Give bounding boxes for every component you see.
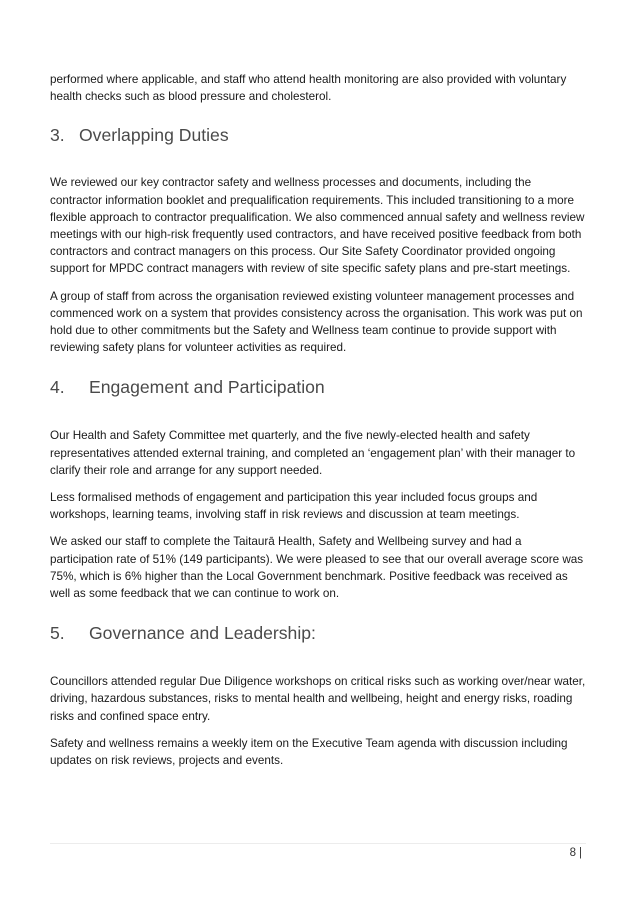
- page-content: [50, 71, 586, 769]
- paragraph: Safety and wellness remains a weekly item on the Executive Team agenda with discussion including updates on risk reviews, projects and events.: [50, 736, 568, 768]
- paragraph: We asked our staff to complete the Taitaurā Health, Safety and Wellbeing survey and had a participation rate of 51% (149 participants). We were pleased to see that our overall average score was 75%, which is 6% higher than the Local Government benchmark. Positive feedback was received as well as some feedback that we can continue to work on.: [50, 535, 584, 601]
- intro-paragraph: performed where applicable, and staff who attend health monitoring are also provided with voluntary health checks such as blood pressure and cholesterol.: [50, 73, 567, 104]
- section-title: Overlapping Duties: [79, 125, 229, 146]
- section-heading-engagement-participation: [50, 376, 586, 398]
- page-number: [570, 847, 582, 859]
- paragraph: Councillors attended regular Due Diligence workshops on critical risks such as working over/near water, driving, hazardous substances, risks to mental health and wellbeing, height and energy risks, roading risks and confined space entry.: [50, 675, 586, 723]
- section-number: 4.: [50, 377, 65, 398]
- page-number-separator: |: [579, 847, 582, 859]
- paragraph: Our Health and Safety Committee met quarterly, and the five newly-elected health and safety representatives attended external training, and completed an ‘engagement plan’ with their manager to clarify their role and arrange for any support needed.: [50, 429, 576, 477]
- section-number: 3.: [50, 125, 65, 146]
- section-number: 5.: [50, 623, 65, 644]
- section-heading-governance-leadership: [50, 622, 586, 644]
- page-number-value: 8: [569, 847, 576, 859]
- paragraph: Less formalised methods of engagement and participation this year included focus groups and workshops, learning teams, involving staff in risk reviews and discussion at team meetings.: [50, 491, 538, 522]
- section-title: Governance and Leadership:: [89, 623, 316, 644]
- paragraph: A group of staff from across the organisation reviewed existing volunteer management processes and commenced work on a system that provides consistency across the organisation. This work was put on hold due to other commitments but the Safety and Wellness team continue to provide support with reviewing safety plans for volunteer activities as required.: [50, 289, 583, 355]
- footer-divider: [50, 843, 586, 844]
- section-heading-overlapping-duties: [50, 124, 586, 146]
- paragraph: We reviewed our key contractor safety and wellness processes and documents, including the contractor information booklet and prequalification requirements. This included transitioning to a more flexible approach to contractor prequalification. We also commenced annual safety and wellness review meetings with our high-risk frequently used contractors, and have received positive feedback from both contractors and contract managers on this process. Our Site Safety Coordinator provided ongoing support for MPDC contract managers with review of site specific safety plans and pre-start meetings.: [50, 176, 585, 276]
- section-title: Engagement and Participation: [89, 377, 325, 398]
